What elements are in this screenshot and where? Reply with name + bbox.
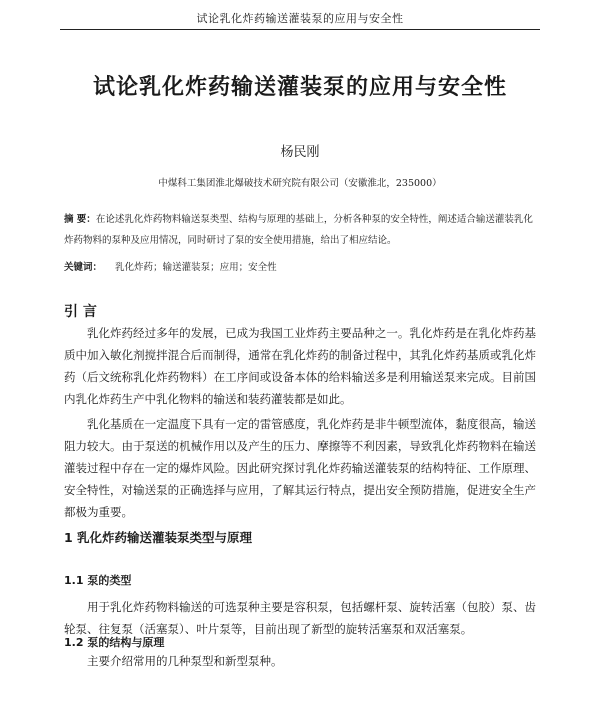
paper-title: 试论乳化炸药输送灌装泵的应用与安全性 <box>92 75 507 100</box>
keyword-item: 应用 <box>219 262 239 273</box>
abstract-label: 摘 要： <box>64 214 96 225</box>
abstract <box>64 209 536 251</box>
section-1-heading: 1 乳化炸药输送灌装泵类型与原理 <box>64 530 253 545</box>
header-rule <box>60 29 540 30</box>
subsection-1-1-paragraph: 用于乳化炸药物料输送的可选泵种主要是容积泵，包括螺杆泵、旋转活塞（包胶）泵、齿轮泵、往复泵（活塞泵）、叶片泵等，目前出现了新型的旋转活塞泵和双活塞泵。 <box>64 600 536 636</box>
intro-paragraph-2: 乳化基质在一定温度下具有一定的雷管感度，乳化炸药是非牛顿型流体，黏度很高，输送阻力较大。由于泵送的机械作用以及产生的压力、摩擦等不利因素，导致乳化炸药物料在输送灌装过程中存在一定的爆炸风险。因此研究探讨乳化炸药输送灌装泵的结构特征、工作原理、安全特性，对输送泵的正确选择与应用，了解其运行特点，提出安全预防措施，促进安全生产都极为重要。 <box>64 417 536 519</box>
intro-heading: 引 言 <box>64 304 97 320</box>
keyword-item: 输送灌装泵 <box>162 262 211 273</box>
keywords <box>64 259 536 273</box>
intro-paragraph-1: 乳化炸药经过多年的发展，已成为我国工业炸药主要品种之一。乳化炸药是在乳化炸药基质中加入敏化剂搅拌混合后而制得，通常在乳化炸药的制备过程中，其乳化炸药基质或乳化炸药（后文统称乳化炸药物料）在工序间或设备本体的给料输送多是利用输送泵来完成。目前国内乳化炸药生产中乳化物料的输送和装药灌装都是如此。 <box>64 326 536 406</box>
subsection-1-2-paragraph: 主要介绍常用的几种泵型和新型泵种。 <box>87 654 283 668</box>
running-head: 试论乳化炸药输送灌装泵的应用与安全性 <box>196 12 404 25</box>
keyword-item: 安全性 <box>248 262 277 273</box>
keyword-separator: ； <box>153 262 163 273</box>
author-affiliation: 中煤科工集团淮北爆破技术研究院有限公司（安徽淮北，235000） <box>158 178 442 189</box>
keyword-separator: ； <box>210 262 220 273</box>
abstract-text: 在论述乳化炸药物料输送泵类型、结构与原理的基础上，分析各种泵的安全特性，阐述适合输送灌装乳化炸药物料的泵种及应用情况，同时研讨了泵的安全使用措施，给出了相应结论。 <box>64 214 533 246</box>
subsection-1-1-heading: 1.1 泵的类型 <box>64 574 132 587</box>
keywords-label: 关键词： <box>64 262 103 273</box>
keyword-item: 乳化炸药 <box>115 262 154 273</box>
subsection-1-2-heading: 1.2 泵的结构与原理 <box>64 636 165 649</box>
author-name: 杨民刚 <box>280 145 320 160</box>
keyword-separator: ； <box>238 262 249 273</box>
